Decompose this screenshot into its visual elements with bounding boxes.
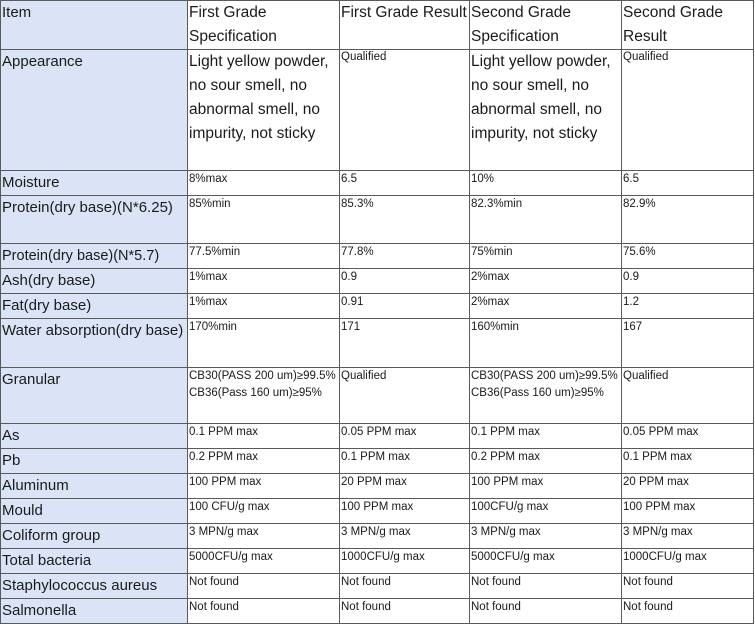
first-grade-result: 0.1 PPM max — [340, 449, 470, 474]
row-coliform-group — [1, 524, 754, 549]
item-label: Coliform group — [1, 524, 188, 549]
first-grade-spec: 0.1 PPM max — [188, 424, 340, 449]
item-label: Ash(dry base) — [1, 269, 188, 294]
first-grade-spec: 3 MPN/g max — [188, 524, 340, 549]
item-label: Fat(dry base) — [1, 294, 188, 319]
first-grade-result: Qualified — [340, 50, 470, 171]
first-grade-spec: 77.5%min — [188, 244, 340, 269]
second-grade-spec: Not found — [470, 599, 622, 624]
row-pb — [1, 449, 754, 474]
item-label: Protein(dry base)(N*6.25) — [1, 196, 188, 244]
first-grade-spec: 100 CFU/g max — [188, 499, 340, 524]
second-grade-spec: 5000CFU/g max — [470, 549, 622, 574]
first-grade-result: 3 MPN/g max — [340, 524, 470, 549]
first-grade-spec: 1%max — [188, 294, 340, 319]
row-total-bacteria — [1, 549, 754, 574]
header-second-grade-spec: Second Grade Specification — [470, 1, 622, 50]
second-grade-result: 3 MPN/g max — [622, 524, 754, 549]
first-grade-spec: Light yellow powder, no sour smell, no abnormal smell, no impurity, not sticky — [188, 50, 340, 171]
second-grade-result: 1.2 — [622, 294, 754, 319]
second-grade-result: 75.6% — [622, 244, 754, 269]
second-grade-spec: 10% — [470, 171, 622, 196]
first-grade-result: Not found — [340, 599, 470, 624]
header-row — [1, 1, 754, 50]
row-staphylococcus-aureus — [1, 574, 754, 599]
second-grade-spec: Light yellow powder, no sour smell, no abnormal smell, no impurity, not sticky — [470, 50, 622, 171]
second-grade-spec: Not found — [470, 574, 622, 599]
header-first-grade-result: First Grade Result — [340, 1, 470, 50]
first-grade-spec: 5000CFU/g max — [188, 549, 340, 574]
row-as — [1, 424, 754, 449]
row-protein-57 — [1, 244, 754, 269]
item-label: Total bacteria — [1, 549, 188, 574]
row-ash — [1, 269, 754, 294]
first-grade-spec: CB30(PASS 200 um)≥99.5% CB36(Pass 160 um)≥95% — [188, 368, 340, 424]
item-label: As — [1, 424, 188, 449]
header-first-grade-spec: First Grade Specification — [188, 1, 340, 50]
item-label: Appearance — [1, 50, 188, 171]
first-grade-spec: 85%min — [188, 196, 340, 244]
item-label: Granular — [1, 368, 188, 424]
second-grade-result: 82.9% — [622, 196, 754, 244]
second-grade-result: 20 PPM max — [622, 474, 754, 499]
row-moisture — [1, 171, 754, 196]
first-grade-result: 0.91 — [340, 294, 470, 319]
first-grade-spec: 8%max — [188, 171, 340, 196]
item-label: Aluminum — [1, 474, 188, 499]
row-aluminum — [1, 474, 754, 499]
second-grade-result: Not found — [622, 574, 754, 599]
first-grade-result: Not found — [340, 574, 470, 599]
second-grade-result: Qualified — [622, 50, 754, 171]
second-grade-result: 0.05 PPM max — [622, 424, 754, 449]
second-grade-result: Qualified — [622, 368, 754, 424]
first-grade-result: 20 PPM max — [340, 474, 470, 499]
first-grade-result: 100 PPM max — [340, 499, 470, 524]
row-mould — [1, 499, 754, 524]
second-grade-spec: 3 MPN/g max — [470, 524, 622, 549]
item-label: Water absorption(dry base) — [1, 319, 188, 368]
first-grade-result: Qualified — [340, 368, 470, 424]
second-grade-spec: 82.3%min — [470, 196, 622, 244]
row-water-absorption — [1, 319, 754, 368]
header-item: Item — [1, 1, 188, 50]
second-grade-result: 100 PPM max — [622, 499, 754, 524]
item-label: Salmonella — [1, 599, 188, 624]
second-grade-result: 167 — [622, 319, 754, 368]
item-label: Pb — [1, 449, 188, 474]
row-protein-625 — [1, 196, 754, 244]
first-grade-spec: 1%max — [188, 269, 340, 294]
second-grade-result: 0.1 PPM max — [622, 449, 754, 474]
item-label: Moisture — [1, 171, 188, 196]
row-salmonella — [1, 599, 754, 624]
second-grade-spec: 0.2 PPM max — [470, 449, 622, 474]
first-grade-spec: 170%min — [188, 319, 340, 368]
first-grade-result: 77.8% — [340, 244, 470, 269]
second-grade-spec: CB30(PASS 200 um)≥99.5% CB36(Pass 160 um)≥95% — [470, 368, 622, 424]
second-grade-spec: 2%max — [470, 294, 622, 319]
first-grade-result: 1000CFU/g max — [340, 549, 470, 574]
row-appearance — [1, 50, 754, 171]
row-fat — [1, 294, 754, 319]
item-label: Protein(dry base)(N*5.7) — [1, 244, 188, 269]
second-grade-result: 1000CFU/g max — [622, 549, 754, 574]
item-label: Mould — [1, 499, 188, 524]
first-grade-spec: Not found — [188, 574, 340, 599]
second-grade-result: Not found — [622, 599, 754, 624]
second-grade-spec: 0.1 PPM max — [470, 424, 622, 449]
first-grade-result: 85.3% — [340, 196, 470, 244]
second-grade-result: 6.5 — [622, 171, 754, 196]
row-granular — [1, 368, 754, 424]
first-grade-spec: 0.2 PPM max — [188, 449, 340, 474]
second-grade-spec: 75%min — [470, 244, 622, 269]
second-grade-spec: 100 PPM max — [470, 474, 622, 499]
item-label: Staphylococcus aureus — [1, 574, 188, 599]
header-second-grade-result: Second Grade Result — [622, 1, 754, 50]
second-grade-spec: 2%max — [470, 269, 622, 294]
second-grade-spec: 160%min — [470, 319, 622, 368]
first-grade-result: 0.9 — [340, 269, 470, 294]
second-grade-result: 0.9 — [622, 269, 754, 294]
second-grade-spec: 100CFU/g max — [470, 499, 622, 524]
first-grade-spec: Not found — [188, 599, 340, 624]
first-grade-result: 171 — [340, 319, 470, 368]
first-grade-result: 0.05 PPM max — [340, 424, 470, 449]
first-grade-result: 6.5 — [340, 171, 470, 196]
first-grade-spec: 100 PPM max — [188, 474, 340, 499]
